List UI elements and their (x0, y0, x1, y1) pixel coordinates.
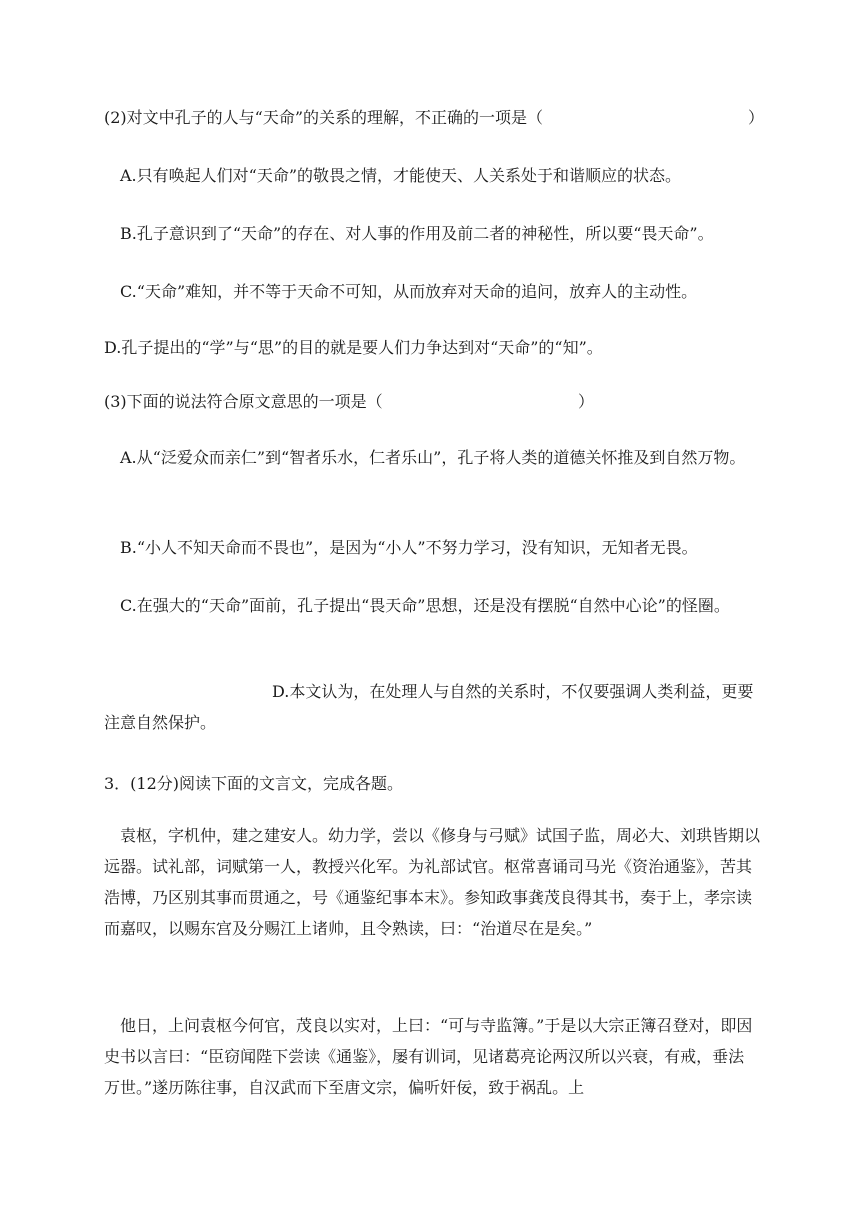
passage-paragraph-2: 他日，上问袁枢今何官，茂良以实对，上曰：“可与寺监簿。”于是以大宗正簿召登对，即因史书以言曰：“臣窃闻陛下尝读《通鉴》，屡有训词，见诸葛亮论两汉所以兴衰，有戒，垂法万世。”遂历陈往事，自汉武而下至唐文宗，偏听奸佞，致于祸乱。上 (104, 1016, 753, 1097)
question-2-close-paren: ） (748, 108, 765, 127)
question-2-option-b: B.孔子意识到了“天命”的存在、对人事的作用及前二者的神秘性，所以要“畏天命”。 (120, 224, 714, 243)
question-3-option-b: B.“小人不知天命而不畏也”，是因为“小人”不努力学习，没有知识，无知者无畏。 (120, 538, 698, 557)
question-3-close-paren: ） (578, 392, 595, 411)
question-2-option-d: D.孔子提出的“学”与“思”的目的就是要人们力争达到对“天命”的“知”。 (104, 338, 603, 357)
question-3-option-d: D.本文认为，在处理人与自然的关系时，不仅要强调人类利益，更要注意自然保护。 (104, 682, 754, 732)
question-3-option-a: A.从“泛爱众而亲仁”到“智者乐水，仁者乐山”，孔子将人类的道德关怀推及到自然万物。 (120, 448, 746, 467)
question-2-option-a: A.只有唤起人们对“天命”的敬畏之情，才能使天、人关系处于和谐顺应的状态。 (120, 166, 682, 185)
section-3-heading: 3．(12分)阅读下面的文言文，完成各题。 (104, 774, 404, 793)
question-3-stem: (3)下面的说法符合原文意思的一项是（ (104, 392, 383, 411)
question-2-option-c: C.“天命”难知，并不等于天命不可知，从而放弃对天命的追问，放弃人的主动性。 (120, 282, 698, 301)
question-3-option-c: C.在强大的“天命”面前，孔子提出“畏天命”思想，还是没有摆脱“自然中心论”的怪圈。 (120, 596, 730, 615)
passage-paragraph-1: 袁枢，字机仲，建之建安人。幼力学，尝以《修身与弓赋》试国子监，周必大、刘珙皆期以远器。试礼部，词赋第一人，教授兴化军。为礼部试官。枢常喜诵司马光《资治通鉴》，苦其浩博，乃区别其事而贯通之，号《通鉴纪事本末》。参知政事龚茂良得其书，奏于上，孝宗读而嘉叹，以赐东宫及分赐江上诸帅，且令熟读，曰：“治道尽在是矣。” (104, 826, 761, 938)
question-2-stem: (2)对文中孔子的人与“天命”的关系的理解，不正确的一项是（ (104, 108, 544, 127)
